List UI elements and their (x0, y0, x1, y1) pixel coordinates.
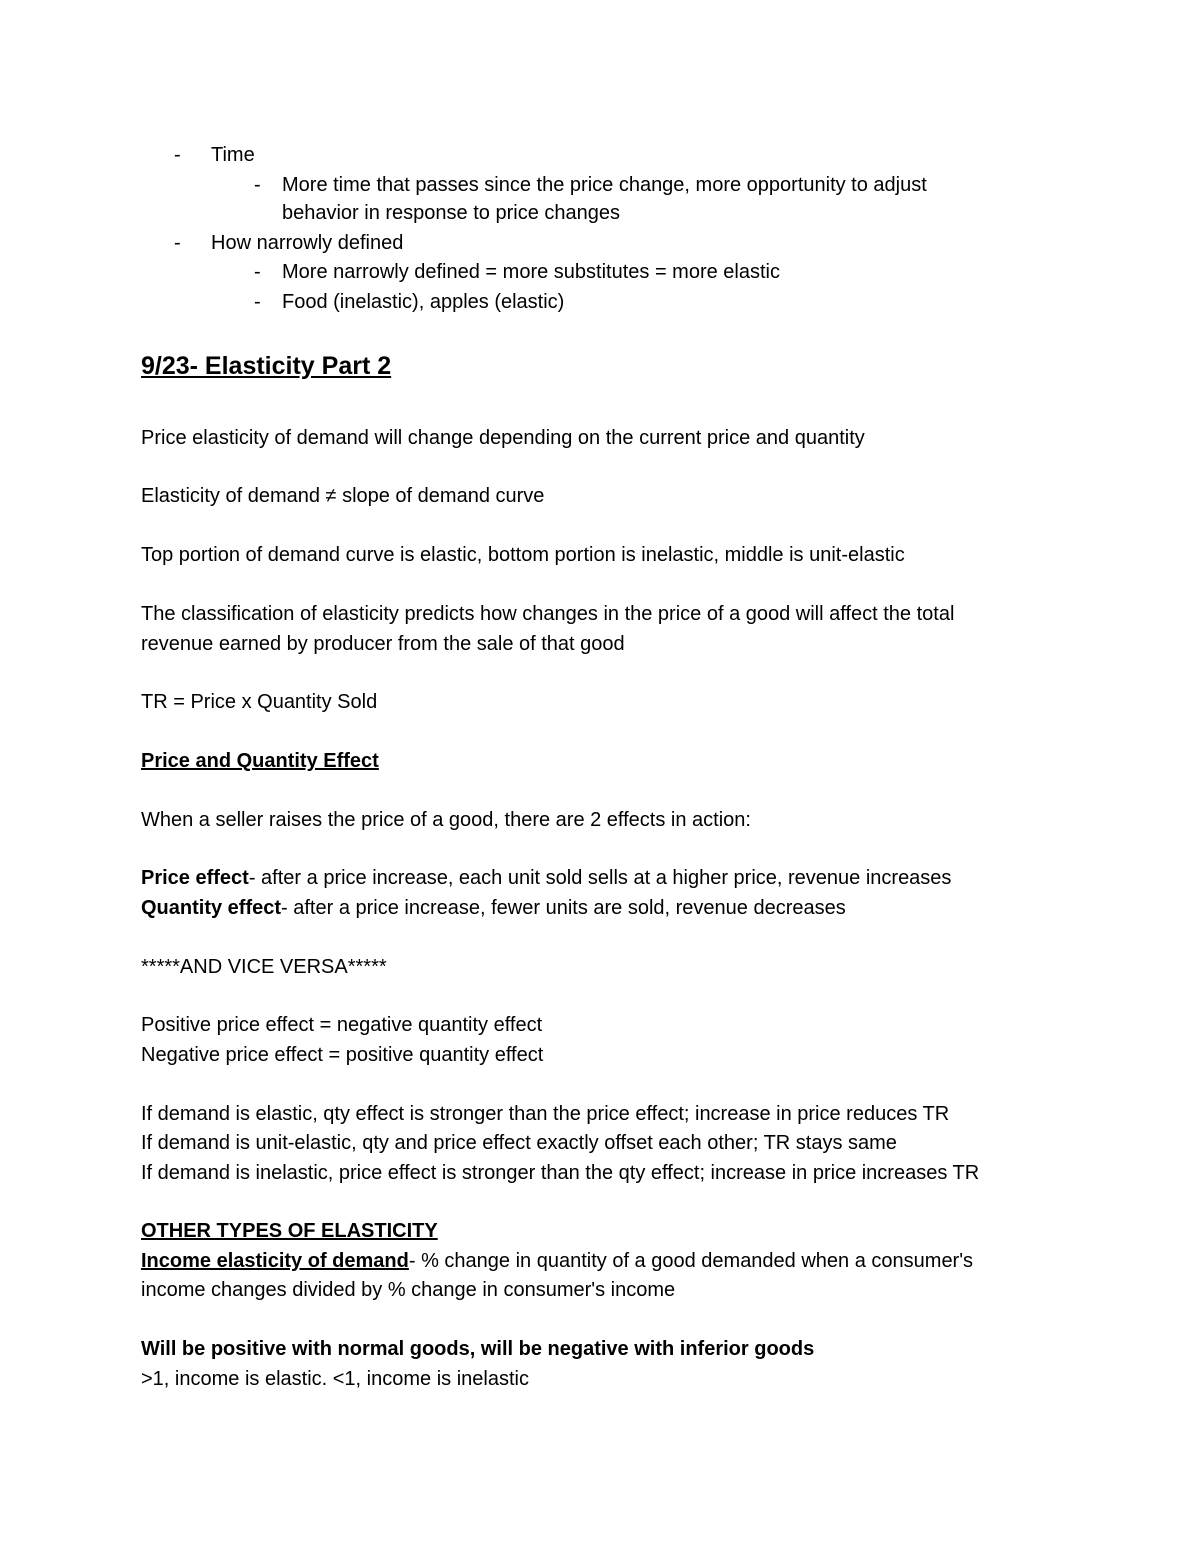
paragraph: >1, income is elastic. <1, income is inelastic (141, 1368, 529, 1390)
paragraph: If demand is inelastic, price effect is stronger than the qty effect; increase in price increases TR (141, 1162, 980, 1184)
section-heading: 9/23- Elasticity Part 2 (141, 352, 392, 380)
price-effect-term: Price effect (141, 867, 249, 889)
quantity-effect-term: Quantity effect (141, 897, 282, 919)
income-elasticity-term: Income elasticity of demand (141, 1250, 409, 1272)
bullet-dash: - (254, 291, 261, 313)
bullet-narrow: How narrowly defined (211, 232, 404, 254)
bullet-narrow-sub2: Food (inelastic), apples (elastic) (282, 291, 565, 313)
quantity-effect-line (141, 895, 846, 921)
income-elasticity-def: - % change in quantity of a good demanded when a consumer's (408, 1250, 974, 1272)
bold-note: Will be positive with normal goods, will be negative with inferior goods (141, 1338, 815, 1360)
paragraph: If demand is elastic, qty effect is stronger than the price effect; increase in price reduces TR (141, 1103, 950, 1125)
subheading-pq-effect: Price and Quantity Effect (141, 750, 379, 772)
paragraph-formula: TR = Price x Quantity Sold (141, 691, 378, 713)
paragraph: revenue earned by producer from the sale of that good (141, 633, 625, 655)
price-effect-line (141, 865, 951, 891)
subheading-other-types: OTHER TYPES OF ELASTICITY (141, 1220, 438, 1242)
paragraph: If demand is unit-elastic, qty and price effect exactly offset each other; TR stays same (141, 1132, 897, 1154)
bullet-dash: - (174, 232, 181, 254)
bullet-time-sub-cont: behavior in response to price changes (282, 202, 620, 224)
paragraph: Positive price effect = negative quantity effect (141, 1014, 543, 1036)
quantity-effect-def: - after a price increase, fewer units are sold, revenue decreases (281, 897, 846, 919)
paragraph: Top portion of demand curve is elastic, bottom portion is inelastic, middle is unit-elastic (141, 544, 905, 566)
paragraph: Negative price effect = positive quantity effect (141, 1044, 544, 1066)
paragraph: Elasticity of demand ≠ slope of demand curve (141, 485, 545, 507)
vice-versa-note: *****AND VICE VERSA***** (141, 956, 387, 978)
bullet-time: Time (211, 144, 255, 166)
bullet-narrow-sub1: More narrowly defined = more substitutes = more elastic (282, 261, 780, 283)
price-effect-def: - after a price increase, each unit sold sells at a higher price, revenue increases (248, 867, 952, 889)
bullet-time-sub: More time that passes since the price change, more opportunity to adjust (282, 174, 927, 196)
bullet-dash: - (254, 261, 261, 283)
income-elasticity-line (141, 1248, 973, 1274)
paragraph: income changes divided by % change in consumer's income (141, 1279, 676, 1301)
paragraph: Price elasticity of demand will change depending on the current price and quantity (141, 427, 865, 449)
bullet-dash: - (254, 174, 261, 196)
paragraph: The classification of elasticity predicts how changes in the price of a good will affect the total (141, 603, 955, 625)
paragraph: When a seller raises the price of a good, there are 2 effects in action: (141, 809, 751, 831)
bullet-dash: - (174, 144, 181, 166)
